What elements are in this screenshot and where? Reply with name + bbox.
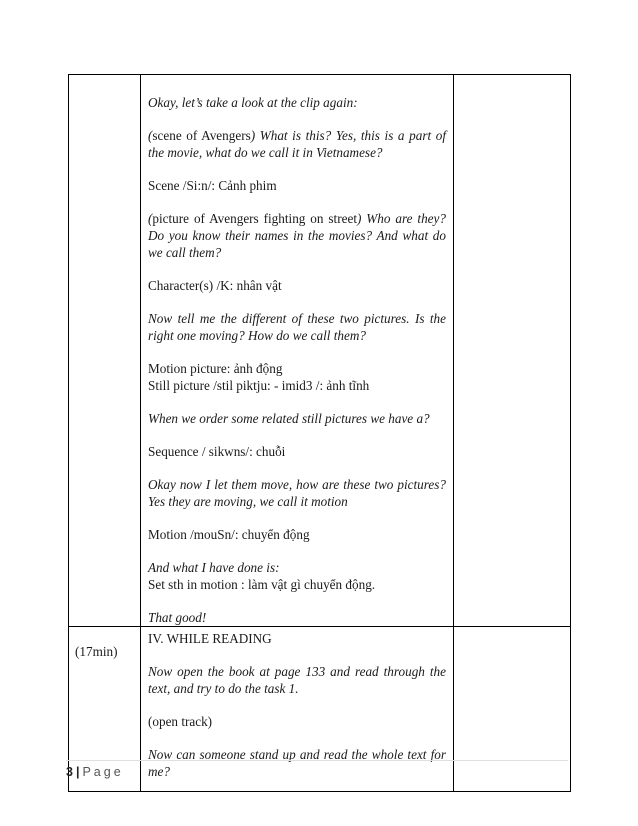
paragraph-gap [148,697,446,713]
procedure-line: Motion picture: ảnh động [148,361,283,376]
paragraph-gap [148,730,446,746]
time-label [69,75,140,91]
procedure-line: Still picture /stil piktju: - imid3 /: ảnh tĩnh [148,378,370,393]
procedure-line: Now can someone stand up and read the whole text for me? [148,747,446,779]
procedure-line: And what I have done is: [148,560,280,575]
procedure-line: That good! [148,610,207,625]
footer-rule [66,760,568,761]
paragraph-gap [148,161,446,177]
footer-separator: | [75,765,80,779]
procedure-cell [141,627,454,792]
procedure-line: Now tell me the different of these two pictures. Is the right one moving? How do we call them? [148,311,446,343]
paragraph-gap [148,111,446,127]
section-heading: IV. WHILE READING [148,631,272,646]
procedure-line: When we order some related still pictures we have a? [148,411,430,426]
procedure-cell [141,75,454,627]
procedure-line: Scene /Si:n/: Cảnh phim [148,178,277,193]
procedure-line: Character(s) /K: nhân vật [148,278,282,293]
paragraph-gap [148,261,446,277]
procedure-content [141,627,453,780]
procedure-line: Okay, let’s take a look at the clip again: [148,95,358,110]
time-label: (17min) [75,644,118,659]
lesson-plan-table [68,74,571,792]
paragraph-gap [148,344,446,360]
paragraph-gap [148,460,446,476]
procedure-content [141,75,453,626]
paragraph-gap [148,427,446,443]
paragraph-gap [148,647,446,663]
procedure-line: Motion /mouSn/: chuyển động [148,527,310,542]
paragraph-gap [148,294,446,310]
procedure-line: Okay now I let them move, how are these two pictures? Yes they are moving, we call it motion [148,477,446,509]
procedure-line: Set sth in motion : làm vật gì chuyển động. [148,577,376,592]
procedure-line: Now open the book at page 133 and read through the text, and try to do the task 1. [148,664,446,696]
paragraph-gap [148,593,446,609]
page-footer [66,765,124,779]
procedure-line: (picture of Avengers fighting on street) Who are they? Do you know their names in the movies? And what do we call them? [148,211,446,260]
paragraph-gap [148,510,446,526]
paragraph-gap [148,394,446,410]
procedure-line: Sequence / sikwns/: chuỗi [148,444,286,459]
time-cell [69,75,141,627]
page-number: 3 [66,765,73,779]
notes-cell [454,627,571,792]
table-row [69,75,571,627]
paragraph-gap [148,543,446,559]
procedure-line: (open track) [148,714,213,729]
table-row [69,627,571,792]
page-label: Page [82,765,124,779]
paragraph-gap [148,194,446,210]
notes-cell [454,75,571,627]
procedure-line: (scene of Avengers) What is this? Yes, this is a part of the movie, what do we call it in Vietnamese? [148,128,446,160]
